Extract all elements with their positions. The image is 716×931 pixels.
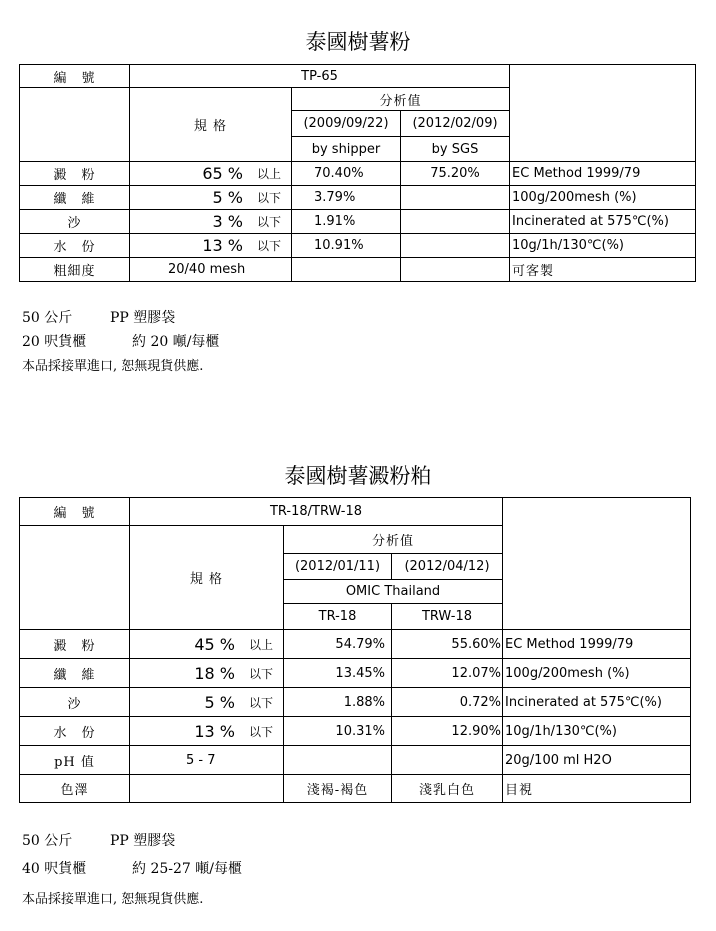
spec-number: 13 % (202, 236, 243, 255)
color-tr18: 淺褐-褐色 (284, 775, 392, 803)
spec-value (130, 630, 284, 659)
analysis-value-1: 70.40% (292, 162, 401, 186)
package-type: PP 塑膠袋 (110, 310, 176, 326)
analysis-value-1: 54.79% (284, 630, 392, 659)
fineness-value: 20/40 mesh (130, 258, 292, 282)
spec-unit: 以下 (249, 666, 274, 681)
analysis-value-1: 1.88% (284, 688, 392, 717)
table-row (20, 234, 696, 258)
package-type: PP 塑膠袋 (110, 833, 176, 849)
spec-number: 13 % (194, 721, 235, 741)
table-row (20, 210, 696, 234)
order-note: 本品採接單進口, 恕無現貨供應. (22, 892, 204, 907)
analysis-value-2 (401, 234, 510, 258)
ph-value: 5 - 7 (130, 746, 284, 775)
analysis-label: 分析值 (284, 526, 503, 554)
spec-number: 3 % (212, 212, 243, 231)
test-method: 10g/1h/130℃(%) (503, 717, 691, 746)
spec-number: 5 % (212, 188, 243, 207)
container-load: 約 25-27 噸/每櫃 (132, 861, 242, 877)
spec-unit: 以上 (257, 167, 282, 181)
table-row (20, 746, 691, 775)
color-trw18: 淺乳白色 (392, 775, 503, 803)
code-label: 編 號 (20, 498, 130, 526)
analysis-value-2 (401, 186, 510, 210)
product1-title: 泰國樹薯粉 (305, 30, 411, 54)
analysis-date-1: (2012/01/11) (284, 554, 392, 580)
table-row (20, 258, 696, 282)
analysis-value-2 (401, 210, 510, 234)
analysis-date-1: (2009/09/22) (292, 111, 401, 137)
spec-unit: 以下 (249, 695, 274, 710)
table-row (20, 659, 691, 688)
test-method: 目視 (503, 775, 691, 803)
fineness-note: 可客製 (510, 258, 696, 282)
analysis-value-1: 10.31% (284, 717, 392, 746)
blank-cell (20, 526, 130, 630)
analysis-date-2: (2012/02/09) (401, 111, 510, 137)
code-label: 編 號 (20, 65, 130, 88)
analysis-value-2: 12.07% (392, 659, 503, 688)
analysis-value-2: 75.20% (401, 162, 510, 186)
analysis-source: OMIC Thailand (284, 580, 503, 604)
row-name: 色澤 (20, 775, 130, 803)
blank-cell (130, 775, 284, 803)
row-name: 水 份 (20, 717, 130, 746)
blank-cell (292, 258, 401, 282)
packaging-note (22, 307, 175, 327)
row-name: 沙 (20, 688, 130, 717)
analysis-value-2: 12.90% (392, 717, 503, 746)
analysis-value-1: 10.91% (292, 234, 401, 258)
analysis-value-1: 13.45% (284, 659, 392, 688)
row-name: 澱 粉 (20, 630, 130, 659)
column-trw18: TRW-18 (392, 604, 503, 630)
spec-value (130, 186, 292, 210)
test-method: 100g/200mesh (%) (510, 186, 696, 210)
table-row (20, 717, 691, 746)
table-row (20, 688, 691, 717)
spec-unit: 以上 (249, 637, 274, 652)
container-size: 40 呎貨櫃 (22, 861, 87, 877)
spec-value (130, 162, 292, 186)
product-code: TR-18/TRW-18 (130, 498, 503, 526)
spec-unit: 以下 (257, 191, 282, 205)
blank-cell (401, 258, 510, 282)
table-row (20, 630, 691, 659)
test-method: 10g/1h/130℃(%) (510, 234, 696, 258)
product2-title: 泰國樹薯澱粉粕 (284, 464, 432, 488)
analysis-value-2: 55.60% (392, 630, 503, 659)
container-load: 約 20 噸/每櫃 (132, 334, 220, 350)
spec-unit: 以下 (257, 215, 282, 229)
spec-value (130, 688, 284, 717)
package-weight: 50 公斤 (22, 833, 73, 849)
row-name: pH 值 (20, 746, 130, 775)
analysis-value-1: 1.91% (292, 210, 401, 234)
test-method: Incinerated at 575℃(%) (510, 210, 696, 234)
table-row (20, 186, 696, 210)
row-name: 澱 粉 (20, 162, 130, 186)
row-name: 纖 維 (20, 186, 130, 210)
container-note (22, 331, 219, 351)
table-row (20, 162, 696, 186)
product1-spec-table (19, 64, 696, 282)
spec-value (130, 717, 284, 746)
container-note (22, 858, 242, 878)
package-weight: 50 公斤 (22, 310, 73, 326)
spec-value (130, 210, 292, 234)
analysis-value-1: 3.79% (292, 186, 401, 210)
test-method: EC Method 1999/79 (510, 162, 696, 186)
test-method: EC Method 1999/79 (503, 630, 691, 659)
spec-number: 5 % (204, 692, 235, 712)
product2-spec-table (19, 497, 691, 803)
spec-number: 45 % (194, 634, 235, 654)
blank-cell (20, 88, 130, 162)
test-method: Incinerated at 575℃(%) (503, 688, 691, 717)
spec-label: 規 格 (130, 88, 292, 162)
analysis-date-2: (2012/04/12) (392, 554, 503, 580)
packaging-note (22, 830, 175, 850)
column-tr18: TR-18 (284, 604, 392, 630)
spec-number: 65 % (202, 164, 243, 183)
test-method: 100g/200mesh (%) (503, 659, 691, 688)
row-name: 粗細度 (20, 258, 130, 282)
analysis-label: 分析值 (292, 88, 510, 111)
blank-cell (510, 65, 696, 162)
row-name: 纖 維 (20, 659, 130, 688)
spec-unit: 以下 (257, 239, 282, 253)
analysis-source-2: by SGS (401, 137, 510, 162)
container-size: 20 呎貨櫃 (22, 334, 87, 350)
row-name: 沙 (20, 210, 130, 234)
product-code: TP-65 (130, 65, 510, 88)
table-row (20, 775, 691, 803)
order-note: 本品採接單進口, 恕無現貨供應. (22, 359, 204, 374)
spec-unit: 以下 (249, 724, 274, 739)
blank-cell (284, 746, 392, 775)
analysis-value-2: 0.72% (392, 688, 503, 717)
blank-cell (392, 746, 503, 775)
spec-value (130, 234, 292, 258)
blank-cell (503, 498, 691, 630)
spec-number: 18 % (194, 663, 235, 683)
spec-value (130, 659, 284, 688)
analysis-source-1: by shipper (292, 137, 401, 162)
spec-label: 規 格 (130, 526, 284, 630)
row-name: 水 份 (20, 234, 130, 258)
test-method: 20g/100 ml H2O (503, 746, 691, 775)
